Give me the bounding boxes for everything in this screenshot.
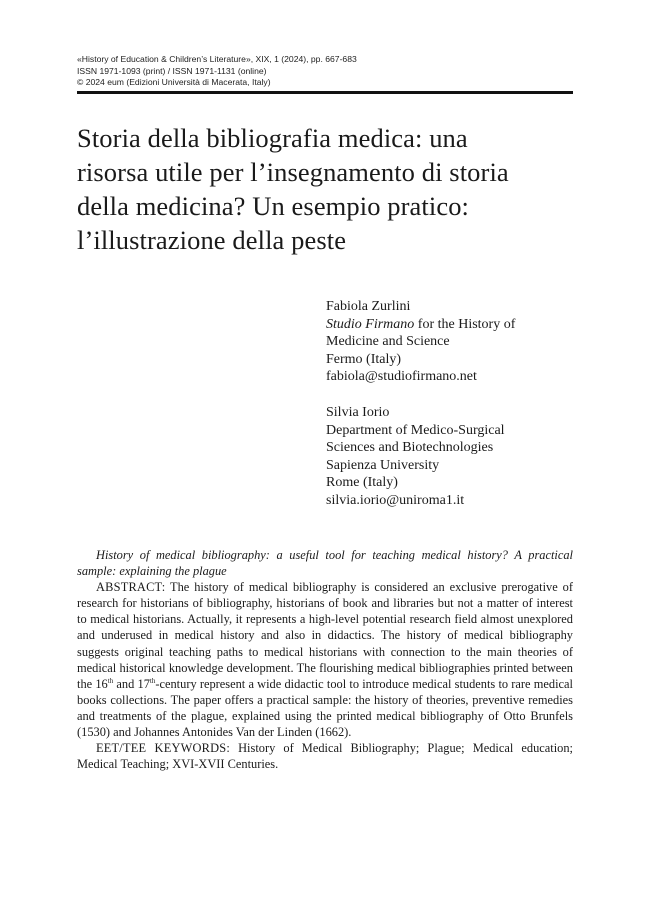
title-line: della medicina? Un esempio pratico: bbox=[77, 191, 470, 221]
author-email[interactable]: fabiola@studiofirmano.net bbox=[326, 369, 477, 385]
journal-header bbox=[77, 54, 573, 89]
title-line: Storia della bibliografia medica: una bbox=[77, 123, 468, 153]
english-title: History of medical bibliography: a useful tool for teaching medical history? A practical sample: explaining the plague bbox=[77, 548, 573, 579]
author-city: Rome (Italy) bbox=[326, 475, 398, 491]
keywords-text: History of Medical Bibliography; Plague; Medical education; Medical Teaching; XVI-XVII Centuries. bbox=[77, 741, 573, 772]
author-name: Silvia Iorio bbox=[326, 404, 390, 420]
abstract-text: and 17 bbox=[113, 676, 150, 691]
title-line: l’illustrazione della peste bbox=[77, 225, 347, 255]
author-affiliation bbox=[326, 316, 576, 334]
journal-copyright: © 2024 eum (Edizioni Università di Macerata, Italy) bbox=[77, 77, 271, 87]
journal-citation: «History of Education & Children’s Literature», XIX, 1 (2024), pp. 667-683 bbox=[77, 54, 357, 64]
keywords-paragraph bbox=[77, 740, 573, 772]
affiliation-italic: Studio Firmano bbox=[326, 316, 415, 332]
author-block bbox=[326, 404, 576, 510]
abstract-text: -century represent a wide didactic tool to introduce medical students to rare medical books collections. The paper offers a practical sample: the history of theories, preventive remedies and treatments of the plague, explained using the printed medical bibliography of Otto Brunfels (1530) and Johannes Antonides Van der Linden (1662). bbox=[77, 676, 573, 740]
superscript: th bbox=[107, 676, 114, 685]
affiliation-rest: for the History of bbox=[414, 316, 516, 332]
abstract-text: The history of medical bibliography is considered an exclusive prerogative of research for historians of bibliography, historians of book and libraries but not a matter of interest to medical historians. Actually, it represents a high-level potential research field almost unexplored and underused in medical history and also in didactics. The history of medical bibliography suggests original teaching paths to medical historians with connection to the main theories of medical historical knowledge development. The flourishing medical bibliographies printed between the 16 bbox=[77, 580, 573, 691]
author-name: Fabiola Zurlini bbox=[326, 299, 411, 314]
author-university: Sapienza University bbox=[326, 457, 440, 473]
superscript: th bbox=[149, 676, 156, 685]
title-line: risorsa utile per l’insegnamento di storia bbox=[77, 157, 509, 187]
abstract-label: ABSTRACT: bbox=[96, 580, 166, 595]
keywords-label: EET/TEE KEYWORDS: bbox=[96, 741, 231, 756]
author-city: Fermo (Italy) bbox=[326, 351, 402, 367]
author-email[interactable]: silvia.iorio@uniroma1.it bbox=[326, 492, 465, 508]
article-title bbox=[77, 121, 577, 257]
header-rule bbox=[77, 91, 573, 94]
author-affiliation-cont: Medicine and Science bbox=[326, 334, 450, 350]
abstract-paragraph bbox=[77, 579, 573, 740]
author-list bbox=[326, 298, 576, 510]
author-department: Department of Medico-Surgical bbox=[326, 422, 505, 438]
author-department-cont: Sciences and Biotechnologies bbox=[326, 440, 494, 456]
author-block bbox=[326, 298, 576, 386]
journal-issn: ISSN 1971-1093 (print) / ISSN 1971-1131 (online) bbox=[77, 65, 267, 76]
abstract-section bbox=[77, 547, 573, 772]
